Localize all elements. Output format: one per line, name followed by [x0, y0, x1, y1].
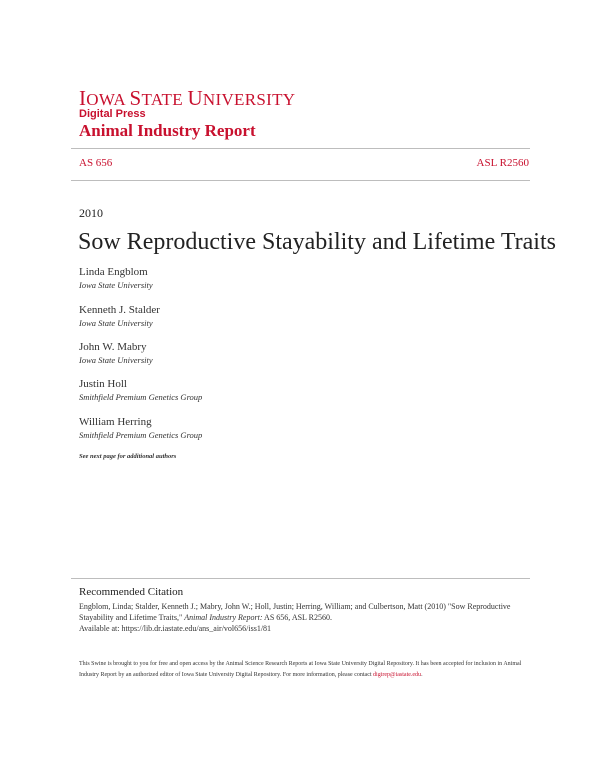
author-name[interactable]: William Herring: [79, 416, 152, 428]
article-title[interactable]: Sow Reproductive Stayability and Lifetime Traits: [78, 229, 556, 255]
university-logo: IOWA STATE UNIVERSITY: [79, 86, 296, 110]
author-name[interactable]: Linda Engblom: [79, 266, 148, 278]
citation-journal: Animal Industry Report:: [184, 613, 263, 622]
author-affiliation: Smithfield Premium Genetics Group: [79, 392, 203, 402]
digital-press-label: Digital Press: [79, 108, 146, 120]
citation-body: [79, 601, 529, 634]
report-title-link[interactable]: Animal Industry Report: [79, 121, 256, 140]
citation-heading: Recommended Citation: [79, 586, 184, 598]
publication-year: 2010: [79, 206, 103, 220]
author-affiliation: Iowa State University: [79, 318, 153, 328]
citation-text-end: AS 656, ASL R2560.: [262, 613, 332, 622]
divider-bottom: [71, 180, 530, 181]
author-affiliation: Iowa State University: [79, 280, 153, 290]
divider-top: [71, 148, 530, 149]
citation-available[interactable]: Available at: https://lib.dr.iastate.edu/ans_air/vol656/iss1/81: [79, 624, 272, 633]
footer-text: This Swine is brought to you for free and open access by the Animal Science Research Reports at Iowa State University Digital Repository. It has been accepted for inclusion in Animal Industry Report by an authorized editor of Iowa State University Digital Repository. For more information, please contact: [79, 661, 522, 678]
footer-notice: [79, 659, 529, 680]
series-link-right[interactable]: ASL R2560: [476, 157, 529, 169]
author-affiliation: Smithfield Premium Genetics Group: [79, 430, 203, 440]
author-name[interactable]: Justin Holl: [79, 378, 127, 390]
author-name[interactable]: Kenneth J. Stalder: [79, 304, 160, 316]
citation-divider: [71, 578, 530, 579]
citation-text: Engblom, Linda; Stalder, Kenneth J.; Mabry, John W.; Holl, Justin; Herring, William; and Culbertson, Matt (2010) "Sow Reproductive Stayability and Lifetime Traits,": [79, 602, 511, 622]
contact-email-link[interactable]: digirep@iastate.edu: [373, 671, 422, 678]
footer-text-end: .: [421, 671, 423, 678]
author-affiliation: Iowa State University: [79, 355, 153, 365]
author-name[interactable]: John W. Mabry: [79, 341, 147, 353]
series-link-left[interactable]: AS 656: [79, 157, 113, 169]
see-next-note: See next page for additional authors: [79, 453, 177, 460]
